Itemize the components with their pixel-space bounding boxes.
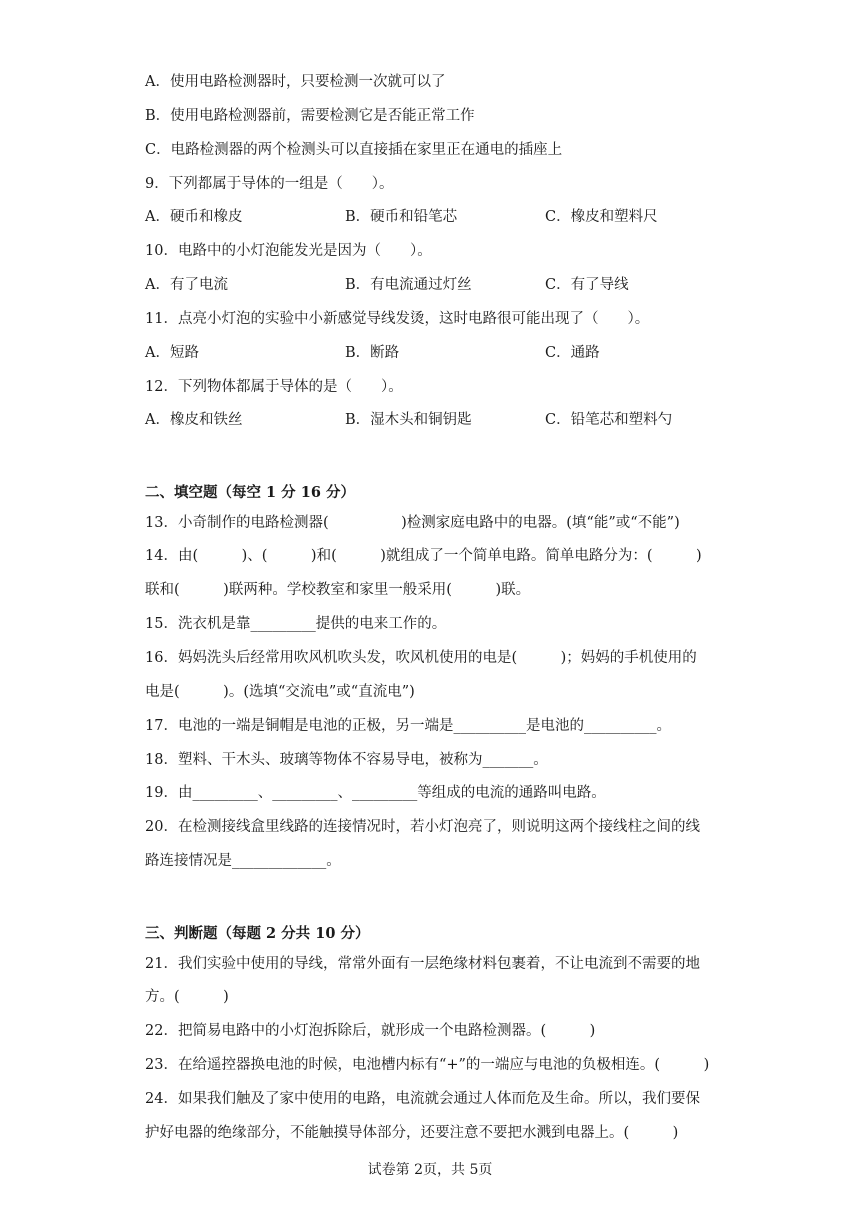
q17: 17．电池的一端是铜帽是电池的正极，另一端是__________是电池的__________。 bbox=[145, 718, 671, 734]
q9-option-c: C．橡皮和塑料尺 bbox=[545, 209, 658, 225]
q14-line-1: 14．由( )、( )和( )就组成了一个简单电路。简单电路分为：( ) bbox=[145, 548, 702, 564]
q19: 19．由_________、_________、_________等组成的电流的通路叫电路。 bbox=[145, 785, 606, 801]
q10-option-b: B．有电流通过灯丝 bbox=[345, 277, 472, 293]
q12-option-c: C．铅笔芯和塑料勺 bbox=[545, 412, 673, 428]
q10-stem: 10．电路中的小灯泡能发光是因为（ ）。 bbox=[145, 243, 432, 259]
q24-line-1: 24．如果我们触及了家中使用的电路，电流就会通过人体而危及生命。所以，我们要保 bbox=[145, 1091, 700, 1107]
q9-stem: 9．下列都属于导体的一组是（ ）。 bbox=[145, 176, 394, 192]
q8-option-b: B．使用电路检测器前，需要检测它是否能正常工作 bbox=[145, 108, 475, 124]
page-footer: 试卷第 2页，共 5页 bbox=[367, 1162, 493, 1178]
q15: 15．洗衣机是靠_________提供的电来工作的。 bbox=[145, 616, 447, 632]
q14-line-2: 联和( )联两种。学校教室和家里一般采用( )联。 bbox=[145, 582, 531, 598]
q9-option-b: B．硬币和铅笔芯 bbox=[345, 209, 458, 225]
q20-line-1: 20．在检测接线盒里线路的连接情况时，若小灯泡亮了，则说明这两个接线柱之间的线 bbox=[145, 819, 700, 835]
q21-line-1: 21．我们实验中使用的导线，常常外面有一层绝缘材料包裹着，不让电流到不需要的地 bbox=[145, 956, 700, 972]
q16-line-1: 16．妈妈洗头后经常用吹风机吹头发，吹风机使用的电是( )；妈妈的手机使用的 bbox=[145, 650, 697, 666]
q20-line-2: 路连接情况是_____________。 bbox=[145, 853, 341, 869]
q16-line-2: 电是( )。(选填“交流电”或“直流电”) bbox=[145, 684, 415, 700]
q11-option-a: A．短路 bbox=[145, 345, 199, 361]
q10-option-c: C．有了导线 bbox=[545, 277, 629, 293]
q21-line-2: 方。( ) bbox=[145, 989, 229, 1005]
q9-option-a: A．硬币和橡皮 bbox=[145, 209, 243, 225]
q10-option-a: A．有了电流 bbox=[145, 277, 228, 293]
q23: 23．在给遥控器换电池的时候，电池槽内标有“+”的一端应与电池的负极相连。( ) bbox=[145, 1057, 710, 1073]
section-3-heading: 三、判断题（每题 2 分共 10 分） bbox=[145, 925, 370, 942]
q12-option-a: A．橡皮和铁丝 bbox=[145, 412, 243, 428]
q11-option-b: B．断路 bbox=[345, 345, 400, 361]
q12-stem: 12．下列物体都属于导体的是（ ）。 bbox=[145, 379, 403, 395]
q12-option-b: B．湿木头和铜钥匙 bbox=[345, 412, 472, 428]
q8-option-a: A．使用电路检测器时，只要检测一次就可以了 bbox=[145, 74, 446, 90]
section-2-heading: 二、填空题（每空 1 分 16 分） bbox=[145, 484, 355, 501]
q11-option-c: C．通路 bbox=[545, 345, 600, 361]
q8-option-c: C．电路检测器的两个检测头可以直接插在家里正在通电的插座上 bbox=[145, 142, 563, 158]
q13: 13．小奇制作的电路检测器( )检测家庭电路中的电器。(填“能”或“不能”) bbox=[145, 515, 680, 531]
q18: 18．塑料、干木头、玻璃等物体不容易导电，被称为_______。 bbox=[145, 752, 548, 768]
q11-stem: 11．点亮小灯泡的实验中小新感觉导线发烫，这时电路很可能出现了（ ）。 bbox=[145, 311, 650, 327]
q22: 22．把简易电路中的小灯泡拆除后，就形成一个电路检测器。( ) bbox=[145, 1023, 596, 1039]
q24-line-2: 护好电器的绝缘部分，不能触摸导体部分，还要注意不要把水溅到电器上。( ) bbox=[145, 1125, 679, 1141]
